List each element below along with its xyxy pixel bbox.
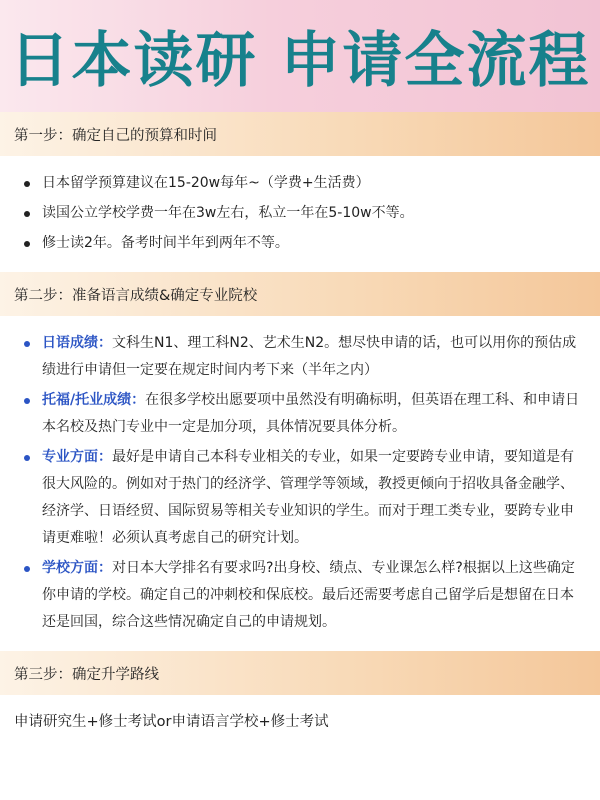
list-item — [24, 555, 586, 636]
item-label: 日语成绩： — [42, 335, 112, 351]
item-text: 最好是申请自己本科专业相关的专业，如果一定要跨专业申请，要知道是有很大风险的。例如对于热门的经济学、管理学等领域，教授更倾向于招收具备金融学、经济学、日语经贸、国际贸易等相关专业知识的学生。而对于理工类专业，要跨专业申请更难啦！必须认真考虑自己的研究计划。 — [42, 449, 574, 546]
page-title: 日本读研 申请全流程 — [9, 26, 591, 96]
item-label: 专业方面： — [42, 449, 112, 465]
step2-list — [0, 330, 600, 636]
list-item — [24, 444, 586, 552]
list-item — [24, 387, 586, 441]
step3-header — [0, 651, 600, 695]
step3-title: 第三步：确定升学路线 — [14, 666, 159, 683]
step3-route-text: 申请研究生+修士考试or申请语言学校+修士考试 — [14, 714, 329, 730]
step2-section — [0, 316, 600, 651]
step1-title: 第一步：确定自己的预算和时间 — [14, 127, 217, 144]
item-text: 在很多学校出愿要项中虽然没有明确标明，但英语在理工科、和申请日本名校及热门专业中一定是加分项，具体情况要具体分析。 — [42, 392, 580, 435]
list-item: 日本留学预算建议在15-20w每年~（学费+生活费） — [24, 170, 586, 197]
list-item: 读国公立学校学费一年在3w左右，私立一年在5-10w不等。 — [24, 200, 586, 227]
list-item — [24, 330, 586, 384]
item-label: 学校方面： — [42, 560, 112, 576]
step1-section — [0, 156, 600, 272]
item-text: 对日本大学排名有要求吗?出身校、绩点、专业课怎么样?根据以上这些确定你申请的学校。确定自己的冲刺校和保底校。最后还需要考虑自己留学后是想留在日本还是回国，综合这些情况确定自己的申请规划。 — [42, 560, 575, 630]
step1-list — [0, 170, 600, 257]
item-text: 文科生N1、理工科N2、艺术生N2。想尽快申请的话，也可以用你的预估成绩进行申请但一定要在规定时间内考下来（半年之内） — [42, 335, 577, 378]
step1-header — [0, 112, 600, 156]
list-item: 修士读2年。备考时间半年到两年不等。 — [24, 230, 586, 257]
step2-header — [0, 272, 600, 316]
step2-title: 第二步：准备语言成绩&确定专业院校 — [14, 287, 258, 304]
header-banner — [0, 0, 600, 112]
item-label: 托福/托业成绩： — [42, 392, 146, 408]
